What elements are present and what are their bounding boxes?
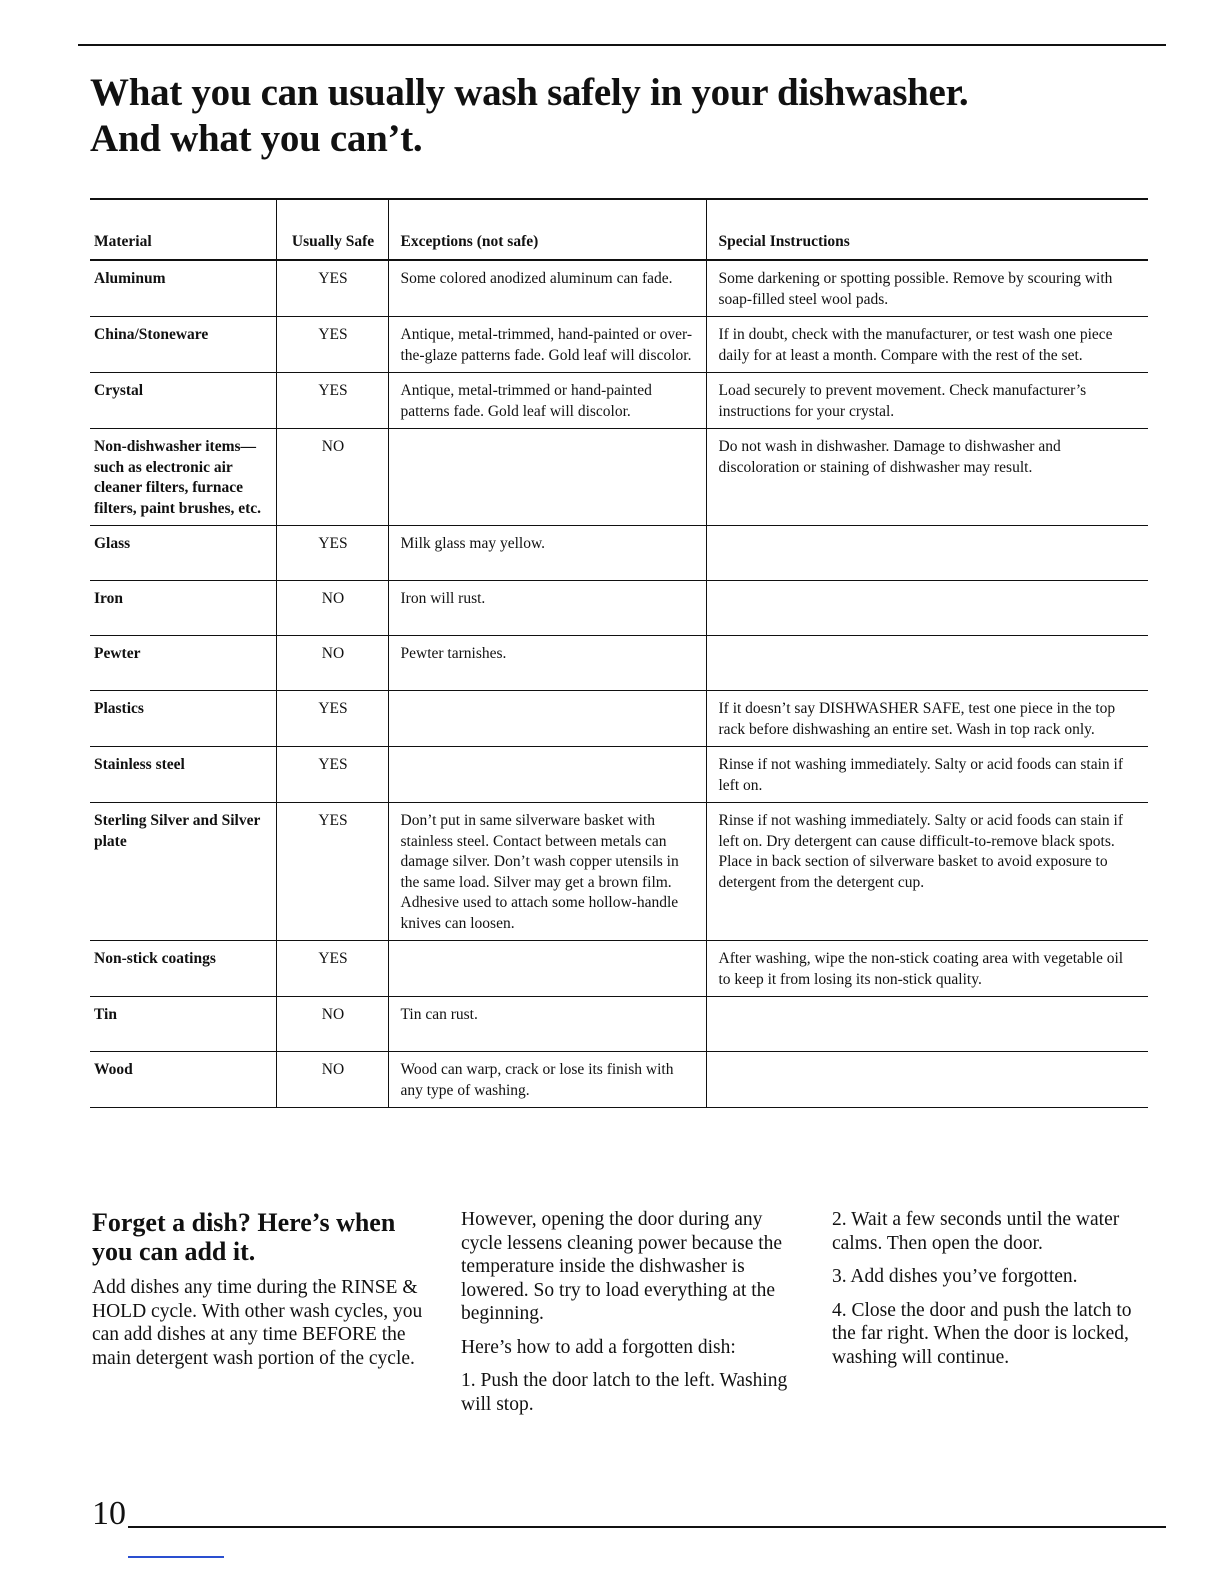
material-cell: Non-stick coatings xyxy=(90,941,276,997)
exceptions-cell: Don’t put in same silverware basket with stainless steel. Contact between metals can damage silver. Don’t wash copper utensils in the same load. Silver may get a brown film. Adhesive used to attach some hollow-handle knives can loosen. xyxy=(388,803,706,941)
exceptions-cell: Antique, metal-trimmed or hand-painted patterns fade. Gold leaf will discolor. xyxy=(388,373,706,429)
footer-accent-bar xyxy=(128,1556,224,1558)
header-exceptions: Exceptions (not safe) xyxy=(388,199,706,260)
exceptions-cell: Some colored anodized aluminum can fade. xyxy=(388,260,706,317)
safe-cell: YES xyxy=(276,941,388,997)
forget-dish-howto: Here’s how to add a forgotten dish: xyxy=(461,1336,736,1358)
special-cell: If in doubt, check with the manufacturer, or test wash one piece daily for at least a month. Compare with the rest of the set. xyxy=(706,317,1148,373)
special-cell: After washing, wipe the non-stick coating area with vegetable oil to keep it from losing its non-stick quality. xyxy=(706,941,1148,997)
header-material: Material xyxy=(90,199,276,260)
table-row xyxy=(90,803,1148,941)
safe-cell: YES xyxy=(276,526,388,581)
exceptions-cell: Iron will rust. xyxy=(388,581,706,636)
safe-cell: NO xyxy=(276,1052,388,1108)
header-special-instructions: Special Instructions xyxy=(706,199,1148,260)
special-cell xyxy=(706,997,1148,1052)
header-usually-safe: Usually Safe xyxy=(276,199,388,260)
table-row xyxy=(90,429,1148,526)
table-row xyxy=(90,260,1148,317)
safe-cell: YES xyxy=(276,691,388,747)
safe-cell: YES xyxy=(276,317,388,373)
material-cell: Wood xyxy=(90,1052,276,1108)
exceptions-cell xyxy=(388,691,706,747)
material-cell: Pewter xyxy=(90,636,276,691)
special-cell xyxy=(706,526,1148,581)
material-cell: Stainless steel xyxy=(90,747,276,803)
forget-dish-column-3 xyxy=(832,1208,1152,1379)
safe-cell: YES xyxy=(276,373,388,429)
title-line-1: What you can usually wash safely in your dishwasher. xyxy=(90,71,969,114)
forget-dish-intro: Add dishes any time during the RINSE & HOLD cycle. With other wash cycles, you can add dishes at any time BEFORE the main detergent wash portion of the cycle. xyxy=(92,1277,423,1369)
wash-safety-table xyxy=(90,198,1148,1108)
special-cell: Rinse if not washing immediately. Salty or acid foods can stain if left on. Dry detergent can cause difficult-to-remove black spots. Place in back section of silverware basket to avoid exposure to detergent from the detergent cup. xyxy=(706,803,1148,941)
safe-cell: NO xyxy=(276,636,388,691)
forget-dish-column-2 xyxy=(461,1208,801,1426)
material-cell: Iron xyxy=(90,581,276,636)
special-cell xyxy=(706,1052,1148,1108)
safe-cell: NO xyxy=(276,997,388,1052)
bottom-rule xyxy=(128,1526,1166,1528)
forget-dish-however: However, opening the door during any cycle lessens cleaning power because the temperature inside the dishwasher is lowered. So try to load everything at the beginning. xyxy=(461,1209,783,1324)
exceptions-cell xyxy=(388,429,706,526)
table-row xyxy=(90,941,1148,997)
forget-dish-heading: Forget a dish? Here’s when you can add it. xyxy=(92,1208,396,1266)
material-cell: Tin xyxy=(90,997,276,1052)
forget-dish-step-2: 2. Wait a few seconds until the water calms. Then open the door. xyxy=(832,1209,1120,1254)
safe-cell: YES xyxy=(276,747,388,803)
material-cell: Crystal xyxy=(90,373,276,429)
material-cell: Plastics xyxy=(90,691,276,747)
safe-cell: NO xyxy=(276,581,388,636)
table-row xyxy=(90,526,1148,581)
table-row xyxy=(90,1052,1148,1108)
material-cell: China/Stoneware xyxy=(90,317,276,373)
special-cell: Some darkening or spotting possible. Remove by scouring with soap-filled steel wool pads. xyxy=(706,260,1148,317)
title-line-2: And what you can’t. xyxy=(90,117,423,160)
exceptions-cell: Pewter tarnishes. xyxy=(388,636,706,691)
special-cell xyxy=(706,636,1148,691)
special-cell: Rinse if not washing immediately. Salty or acid foods can stain if left on. xyxy=(706,747,1148,803)
table-row xyxy=(90,581,1148,636)
forget-dish-step-4: 4. Close the door and push the latch to the far right. When the door is locked, washing will continue. xyxy=(832,1299,1132,1368)
safe-cell: YES xyxy=(276,803,388,941)
top-rule xyxy=(78,44,1166,46)
table-row xyxy=(90,747,1148,803)
material-cell: Non-dishwasher items—such as electronic air cleaner filters, furnace filters, paint brushes, etc. xyxy=(90,429,276,526)
table-row xyxy=(90,997,1148,1052)
safe-cell: NO xyxy=(276,429,388,526)
material-cell: Aluminum xyxy=(90,260,276,317)
forget-dish-step-1: 1. Push the door latch to the left. Washing will stop. xyxy=(461,1370,788,1415)
exceptions-cell: Antique, metal-trimmed, hand-painted or over-the-glaze patterns fade. Gold leaf will discolor. xyxy=(388,317,706,373)
forget-dish-step-3: 3. Add dishes you’ve forgotten. xyxy=(832,1266,1078,1287)
table-row xyxy=(90,636,1148,691)
special-cell: If it doesn’t say DISHWASHER SAFE, test one piece in the top rack before dishwashing an entire set. Wash in top rack only. xyxy=(706,691,1148,747)
exceptions-cell: Milk glass may yellow. xyxy=(388,526,706,581)
safe-cell: YES xyxy=(276,260,388,317)
table-row xyxy=(90,317,1148,373)
page-number: 10 xyxy=(92,1495,126,1532)
special-cell xyxy=(706,581,1148,636)
table-header-row xyxy=(90,199,1148,260)
special-cell: Load securely to prevent movement. Check manufacturer’s instructions for your crystal. xyxy=(706,373,1148,429)
exceptions-cell: Tin can rust. xyxy=(388,997,706,1052)
material-cell: Sterling Silver and Silver plate xyxy=(90,803,276,941)
exceptions-cell xyxy=(388,747,706,803)
table-row xyxy=(90,373,1148,429)
exceptions-cell xyxy=(388,941,706,997)
material-cell: Glass xyxy=(90,526,276,581)
table-row xyxy=(90,691,1148,747)
forget-dish-column-1 xyxy=(92,1208,432,1380)
exceptions-cell: Wood can warp, crack or lose its finish with any type of washing. xyxy=(388,1052,706,1108)
page-title xyxy=(90,70,1090,162)
special-cell: Do not wash in dishwasher. Damage to dishwasher and discoloration or staining of dishwasher may result. xyxy=(706,429,1148,526)
